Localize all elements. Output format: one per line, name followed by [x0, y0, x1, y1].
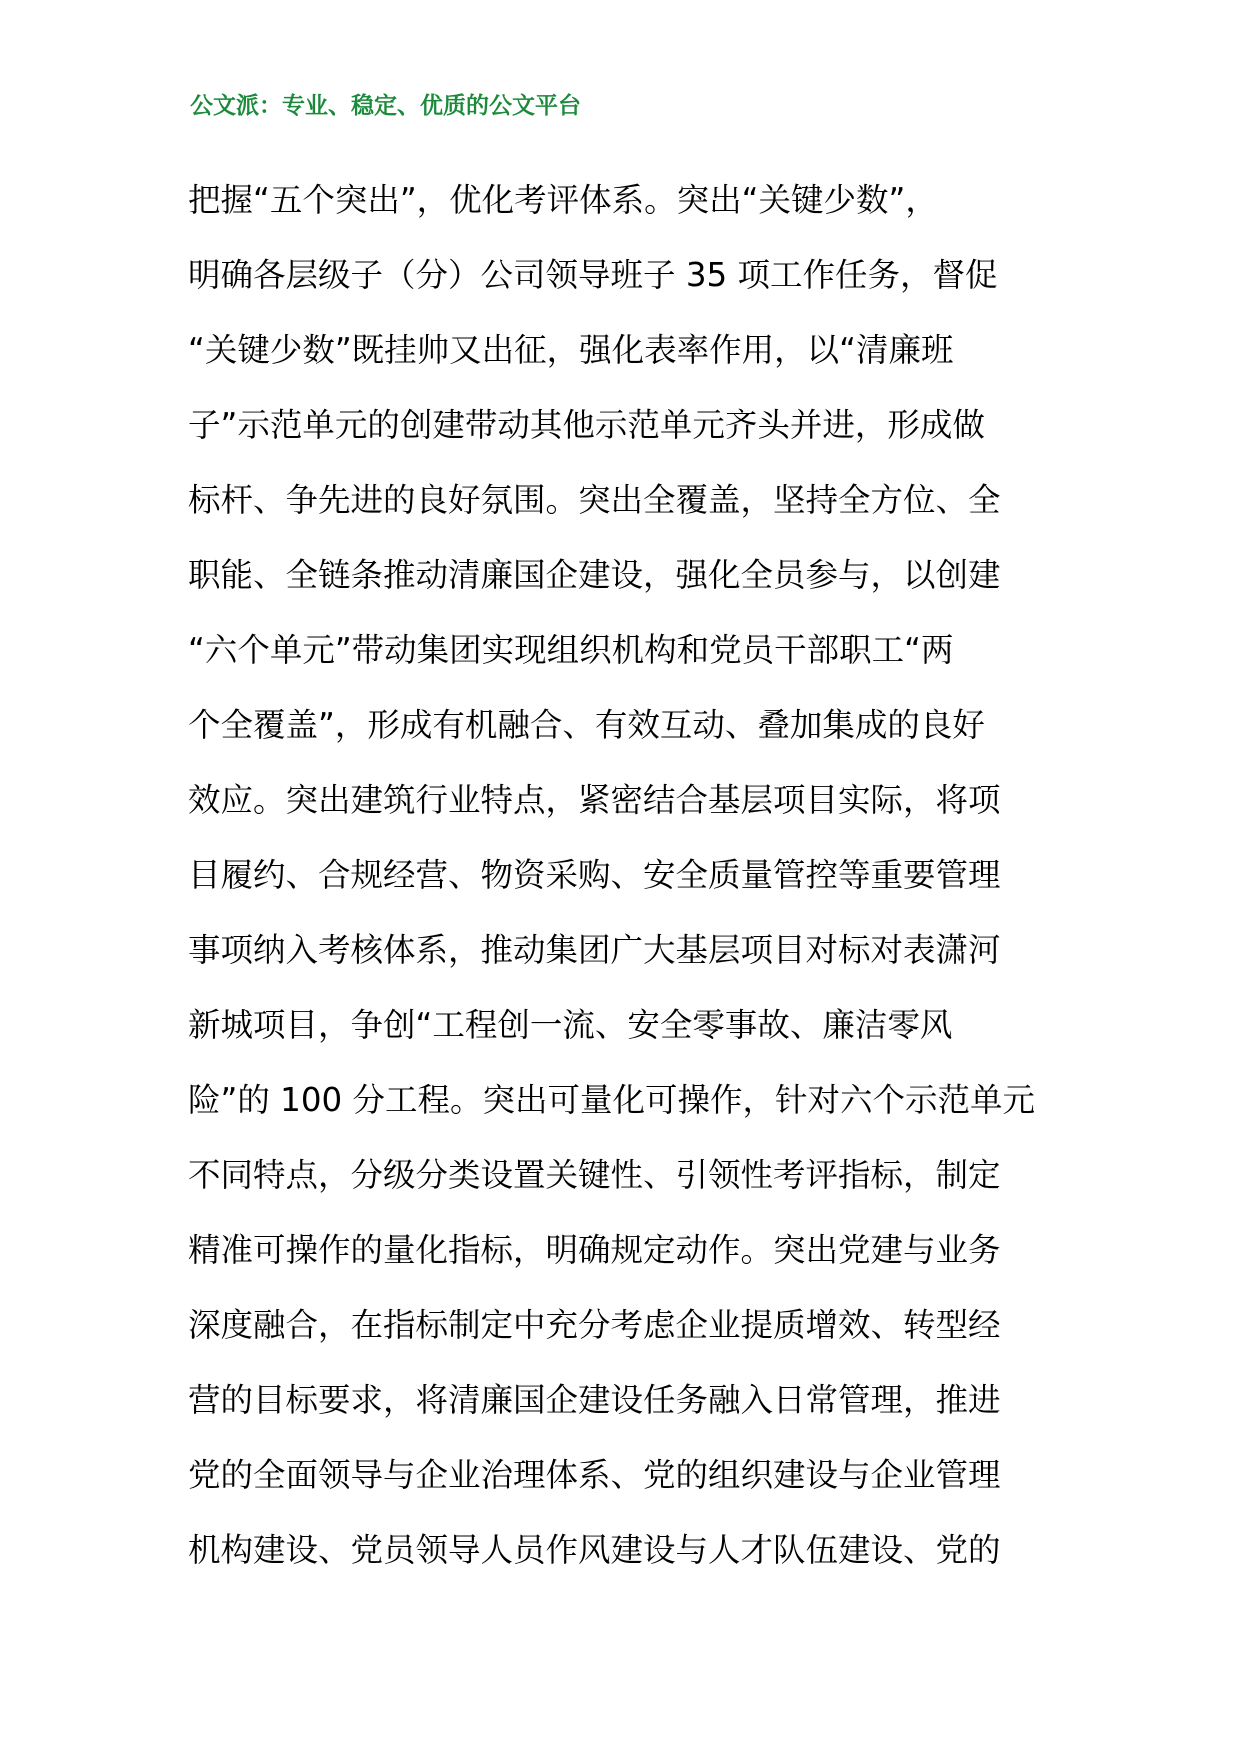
site-header: 公文派：专业、稳定、优质的公文平台	[190, 92, 581, 119]
text-line: 深度融合，在指标制定中充分考虑企业提质增效、转型经	[188, 1306, 1001, 1344]
text-line: 机构建设、党员领导人员作风建设与人才队伍建设、党的	[188, 1531, 1001, 1569]
text-line: “六个单元”带动集团实现组织机构和党员干部职工“两	[188, 631, 954, 669]
text-line: 精准可操作的量化指标，明确规定动作。突出党建与业务	[188, 1231, 1001, 1269]
text-line: 事项纳入考核体系，推动集团广大基层项目对标对表潇河	[188, 931, 1001, 969]
text-line: 职能、全链条推动清廉国企建设，强化全员参与，以创建	[188, 556, 1001, 594]
text-line: 标杆、争先进的良好氛围。突出全覆盖，坚持全方位、全	[188, 481, 1001, 519]
body-paragraph	[188, 163, 1068, 1588]
text-line: 效应。突出建筑行业特点，紧密结合基层项目实际，将项	[188, 781, 1001, 819]
text-line: 新城项目，争创“工程创一流、安全零事故、廉洁零风	[188, 1006, 953, 1044]
text-line: 子”示范单元的创建带动其他示范单元齐头并进，形成做	[188, 406, 985, 444]
text-line: 党的全面领导与企业治理体系、党的组织建设与企业管理	[188, 1456, 1001, 1494]
text-line: 明确各层级子（分）公司领导班子 35 项工作任务，督促	[188, 256, 998, 294]
text-line: 把握“五个突出”，优化考评体系。突出“关键少数”，	[188, 181, 938, 219]
text-line: 个全覆盖”，形成有机融合、有效互动、叠加集成的良好	[188, 706, 985, 744]
text-line: 营的目标要求，将清廉国企建设任务融入日常管理，推进	[188, 1381, 1001, 1419]
text-line: “关键少数”既挂帅又出征，强化表率作用，以“清廉班	[188, 331, 954, 369]
text-line: 险”的 100 分工程。突出可量化可操作，针对六个示范单元	[188, 1081, 1036, 1119]
text-line: 不同特点，分级分类设置关键性、引领性考评指标，制定	[188, 1156, 1001, 1194]
text-line: 目履约、合规经营、物资采购、安全质量管控等重要管理	[188, 856, 1001, 894]
